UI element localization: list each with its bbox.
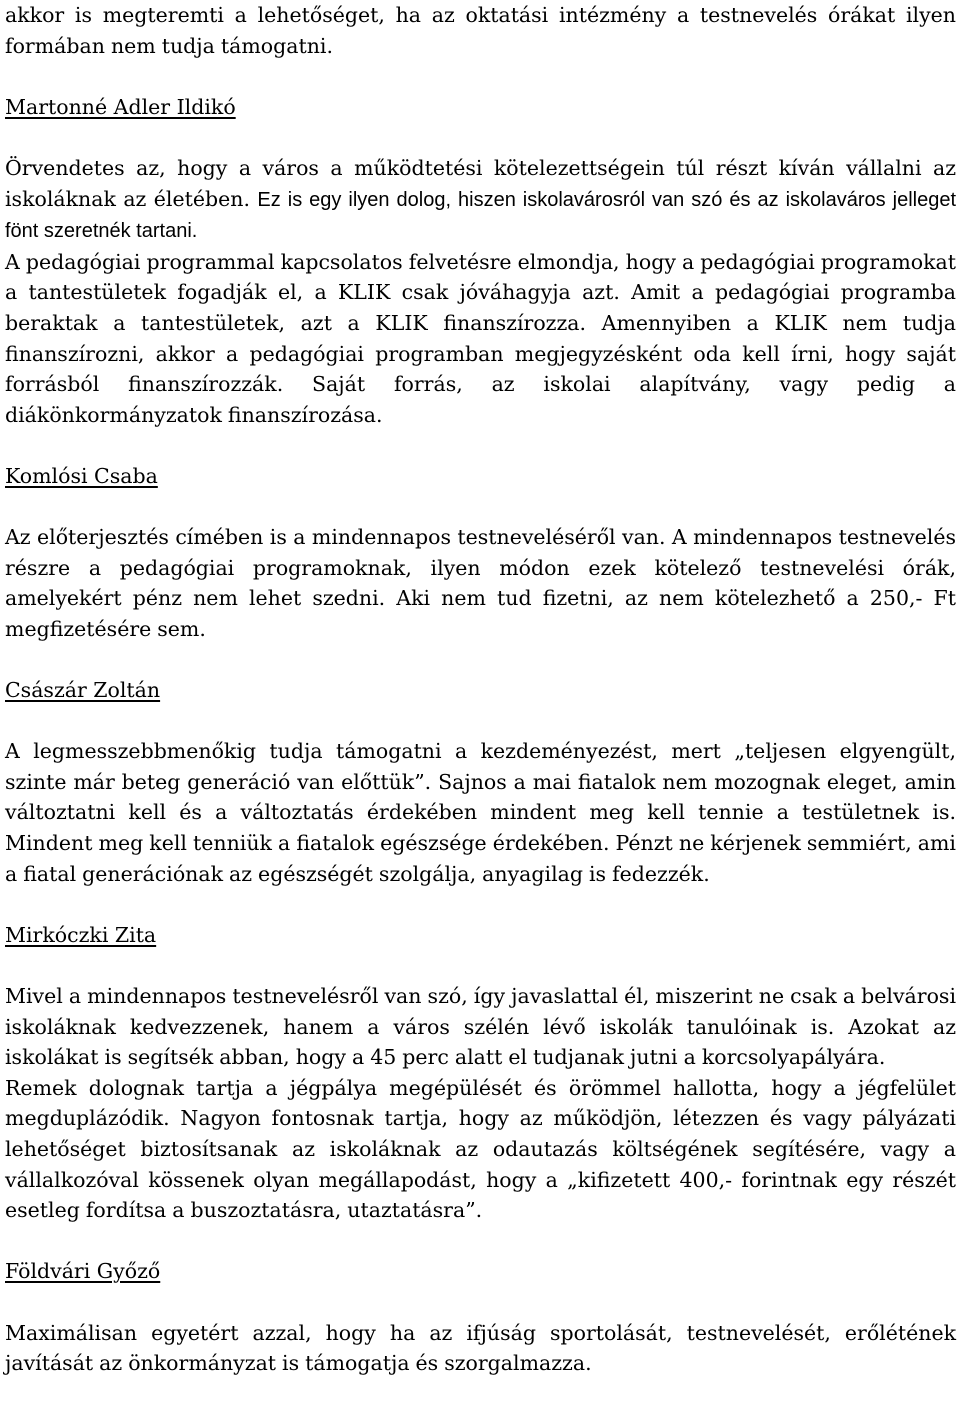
paragraph-komlosi: [5, 522, 956, 644]
paragraph-text: A legmesszebbmenőkig tudja támogatni a kezdeményezést, mert „teljesen elgyengült, szinte már beteg generáció van előttük”. Sajnos a mai fiatalok nem mozognak eleget, amin változtatni kell és a változtatás érdekében mindent meg kell tennie a testületnek is. Mindent meg kell tenniük a fiatalok egészsége érdekében. Pénzt ne kérjenek semmiért, ami a fiatal generációnak az egészségét szolgálja, anyagilag is fedezzék.: [5, 739, 956, 886]
document-page: [5, 0, 956, 1379]
paragraph-text: Örvendetes az, hogy a város a működtetési kötelezettségein túl részt kíván vállalni az iskoláknak az életében.: [5, 155, 956, 211]
paragraph-text-sans: Ez is egy ilyen dolog, hiszen iskolavárosról van szó és az iskolaváros jelleget fönt szeretnék tartani.: [5, 188, 957, 243]
paragraph-text: Az előterjesztés címében is a mindennapos testneveléséről van. A mindennapos testnevelés részre a pedagógiai programoknak, ilyen módon ezek kötelező testnevelési órák, amelyekért pénz nem lehet szedni. Aki nem tud fizetni, az nem kötelezhető a 250,- Ft megfizetésére sem.: [5, 525, 956, 641]
paragraph-intro-continuation: [5, 0, 956, 61]
paragraph-mirkoczki-1: [5, 981, 956, 1073]
paragraph-foldvari: [5, 1318, 956, 1379]
paragraph-text: A pedagógiai programmal kapcsolatos felvetésre elmondja, hogy a pedagógiai programokat a tantestületek fogadják el, a KLIK csak jóváhagyja azt. Amit a pedagógiai programba beraktak a tantestületek, azt a KLIK finanszírozza. Amennyiben a KLIK nem tudja finanszírozni, akkor a pedagógiai programban megjegyzésként oda kell írni, hogy saját forrásból finanszírozzák. Saját forrás, az iskolai alapítvány, vagy pedig a diákönkormányzatok finanszírozása.: [5, 249, 956, 427]
speaker-name-csaszar-zoltan: Császár Zoltán: [5, 678, 161, 703]
paragraph-martonne-2: [5, 247, 956, 431]
speaker-name-mirkoczki-zita: Mirkóczki Zita: [5, 922, 157, 947]
paragraph-text: Mivel a mindennapos testnevelésről van szó, így javaslattal él, miszerint ne csak a belvárosi iskoláknak kedvezzenek, hanem a város szélén lévő iskolák tanulóinak is. Azokat az iskolákat is segítsék abban, hogy a 45 perc alatt el tudjanak jutni a korcsolyapályára.: [5, 984, 956, 1070]
paragraph-mirkoczki-2: [5, 1073, 956, 1226]
paragraph-text: Remek dolognak tartja a jégpálya megépülését és örömmel hallotta, hogy a jégfelület megduplázódik. Nagyon fontosnak tartja, hogy az működjön, létezzen és vagy pályázati lehetőséget biztosítsanak az iskoláknak az odautazás költségének segítésére, vagy a vállalkozóval kössenek olyan megállapodást, hogy a „kifizetett 400,- forintnak egy részét esetleg fordítsa a buszoztatásra, utaztatásra”.: [5, 1075, 956, 1223]
speaker-name-komlosi-csaba: Komlósi Csaba: [5, 463, 158, 488]
paragraph-text: akkor is megteremti a lehetőséget, ha az oktatási intézmény a testnevelés órákat ilyen formában nem tudja támogatni.: [5, 3, 956, 58]
speaker-name-martonne-adler-ildiko: Martonné Adler Ildikó: [5, 94, 236, 119]
paragraph-text: Maximálisan egyetért azzal, hogy ha az ifjúság sportolását, testnevelését, erőlétének javítását az önkormányzat is támogatja és szorgalmazza.: [5, 1320, 956, 1376]
paragraph-csaszar: [5, 736, 956, 889]
speaker-name-foldvari-gyozo: Földvári Győző: [5, 1259, 161, 1284]
paragraph-martonne-1: [5, 153, 956, 247]
